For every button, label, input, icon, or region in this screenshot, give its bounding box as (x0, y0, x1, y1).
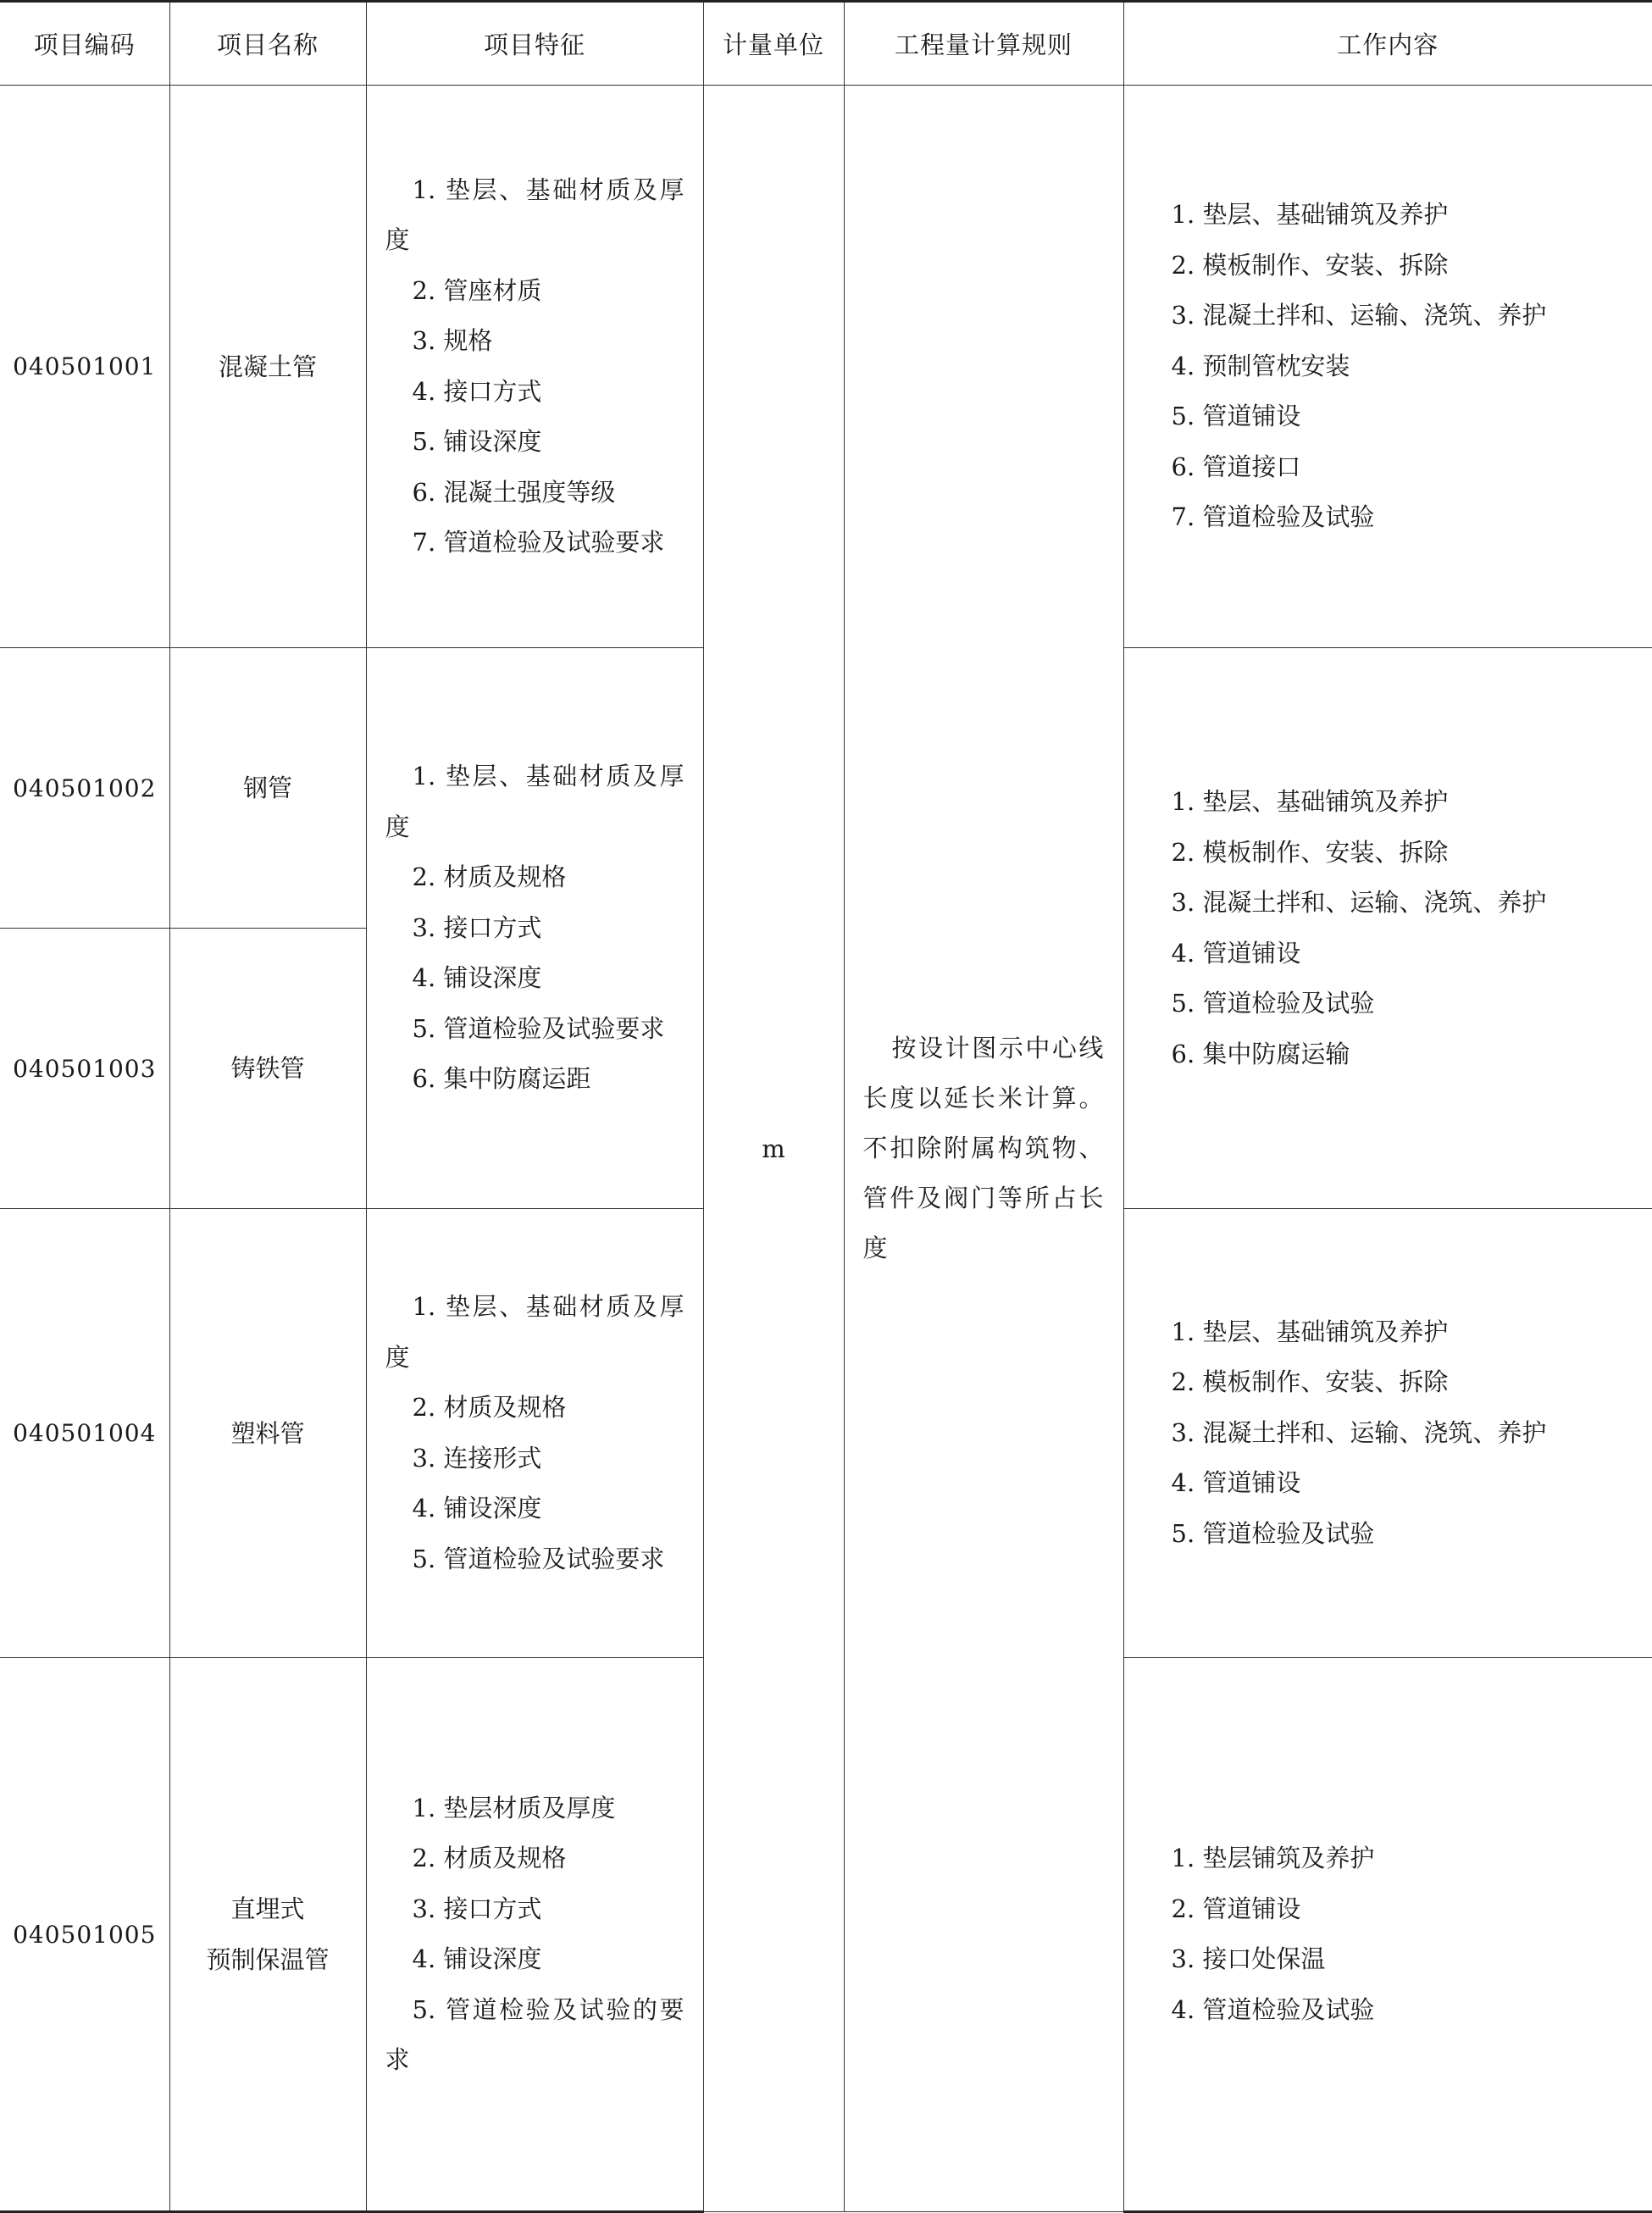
work-content (1123, 1209, 1652, 1658)
header-rule: 工程量计算规则 (844, 2, 1123, 86)
header-row (0, 2, 1652, 86)
item-name (169, 1209, 366, 1658)
item-name (169, 648, 366, 929)
feature-line: 2. 材质及规格 (385, 852, 685, 903)
feature-line: 4. 铺设深度 (385, 953, 685, 1004)
work-line: 5. 管道检验及试验 (1172, 1509, 1652, 1560)
feature-line: 1. 垫层材质及厚度 (385, 1783, 685, 1834)
item-name-line: 钢管 (170, 763, 366, 813)
work-line: 7. 管道检验及试验 (1172, 492, 1652, 543)
work-line: 1. 垫层、基础铺筑及养护 (1172, 777, 1652, 828)
item-name-line: 混凝土管 (170, 341, 366, 392)
item-code: 040501003 (0, 929, 169, 1209)
work-content (1123, 86, 1652, 648)
calculation-rule-cell (844, 86, 1123, 2212)
work-line: 3. 混凝土拌和、运输、浇筑、养护 (1172, 878, 1652, 929)
work-line: 1. 垫层、基础铺筑及养护 (1172, 190, 1652, 241)
feature-line: 2. 材质及规格 (385, 1383, 685, 1434)
item-features (366, 1658, 703, 2212)
work-line: 1. 垫层铺筑及养护 (1172, 1833, 1652, 1884)
feature-line: 1. 垫层、基础材质及厚度 (385, 752, 685, 852)
feature-line: 4. 铺设深度 (385, 1484, 685, 1534)
feature-line: 3. 接口方式 (385, 903, 685, 954)
feature-line: 5. 管道检验及试验的要求 (385, 1985, 685, 2086)
header-features: 项目特征 (366, 2, 703, 86)
feature-line: 4. 铺设深度 (385, 1934, 685, 1985)
work-line: 4. 预制管枕安装 (1172, 341, 1652, 392)
feature-line: 5. 管道检验及试验要求 (385, 1534, 685, 1585)
item-name (169, 86, 366, 648)
work-line: 6. 管道接口 (1172, 442, 1652, 493)
work-line: 3. 接口处保温 (1172, 1934, 1652, 1985)
calculation-rule-text: 按设计图示中心线长度以延长米计算。不扣除附属构筑物、管件及阀门等所占长度 (845, 1023, 1123, 1273)
item-code: 040501004 (0, 1209, 169, 1658)
work-line: 6. 集中防腐运输 (1172, 1029, 1652, 1080)
feature-line: 3. 接口方式 (385, 1884, 685, 1935)
item-name (169, 929, 366, 1209)
work-line: 2. 模板制作、安装、拆除 (1172, 828, 1652, 879)
work-line: 2. 管道铺设 (1172, 1884, 1652, 1935)
work-line: 3. 混凝土拌和、运输、浇筑、养护 (1172, 291, 1652, 341)
feature-line: 3. 连接形式 (385, 1434, 685, 1484)
work-line: 5. 管道检验及试验 (1172, 979, 1652, 1029)
item-features (366, 1209, 703, 1658)
work-line: 3. 混凝土拌和、运输、浇筑、养护 (1172, 1408, 1652, 1459)
header-name: 项目名称 (169, 2, 366, 86)
feature-line: 1. 垫层、基础材质及厚度 (385, 165, 685, 266)
work-line: 1. 垫层、基础铺筑及养护 (1172, 1307, 1652, 1358)
work-line: 4. 管道铺设 (1172, 929, 1652, 979)
item-code: 040501002 (0, 648, 169, 929)
feature-line: 4. 接口方式 (385, 367, 685, 418)
work-line: 2. 模板制作、安装、拆除 (1172, 241, 1652, 291)
work-line: 5. 管道铺设 (1172, 391, 1652, 442)
feature-line: 2. 材质及规格 (385, 1833, 685, 1884)
item-name-line: 塑料管 (170, 1408, 366, 1459)
feature-line: 2. 管座材质 (385, 266, 685, 317)
item-name-line: 直埋式 (170, 1883, 366, 1934)
table-row (0, 86, 1652, 648)
item-code: 040501001 (0, 86, 169, 648)
item-features (366, 648, 703, 1209)
feature-line: 5. 管道检验及试验要求 (385, 1004, 685, 1055)
feature-line: 1. 垫层、基础材质及厚度 (385, 1282, 685, 1383)
header-unit: 计量单位 (703, 2, 844, 86)
work-line: 2. 模板制作、安装、拆除 (1172, 1357, 1652, 1408)
item-code: 040501005 (0, 1658, 169, 2212)
feature-line: 5. 铺设深度 (385, 417, 685, 468)
work-content (1123, 648, 1652, 1209)
feature-line: 7. 管道检验及试验要求 (385, 518, 685, 569)
header-code: 项目编码 (0, 2, 169, 86)
item-name-line: 预制保温管 (170, 1934, 366, 1985)
item-name (169, 1658, 366, 2212)
feature-line: 3. 规格 (385, 316, 685, 367)
feature-line: 6. 集中防腐运距 (385, 1054, 685, 1105)
header-work: 工作内容 (1123, 2, 1652, 86)
feature-line: 6. 混凝土强度等级 (385, 468, 685, 519)
item-name-line: 铸铁管 (170, 1043, 366, 1094)
work-line: 4. 管道铺设 (1172, 1458, 1652, 1509)
unit-cell: m (703, 86, 844, 2212)
work-content (1123, 1658, 1652, 2212)
item-features (366, 86, 703, 648)
work-line: 4. 管道检验及试验 (1172, 1985, 1652, 2036)
